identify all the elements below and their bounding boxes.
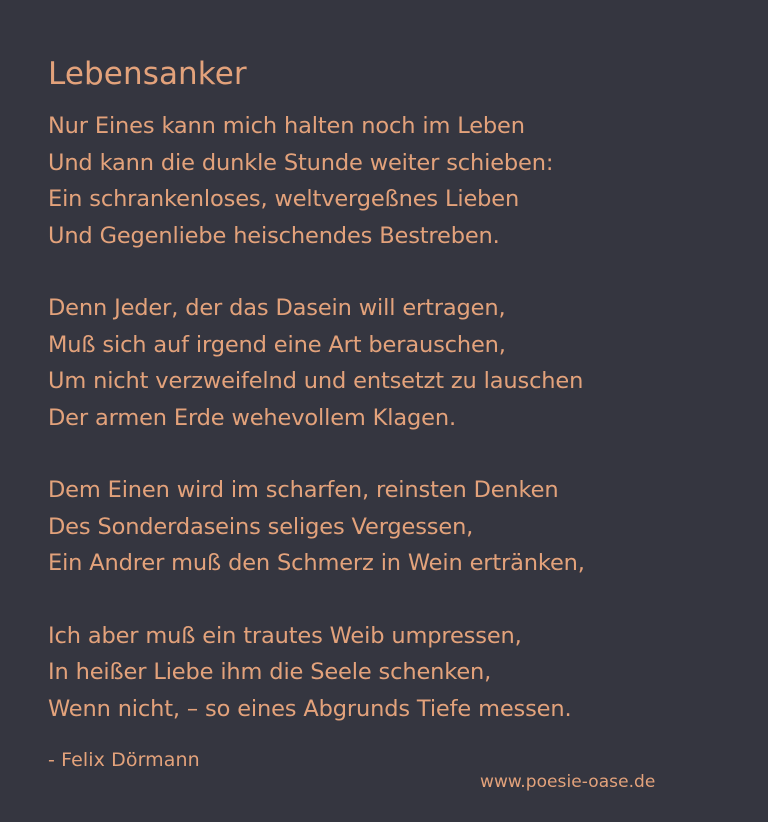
poem-line: Ein Andrer muß den Schmerz in Wein ertränken,	[48, 550, 585, 576]
stanza-3	[48, 472, 728, 582]
poem-line: Ein schrankenloses, weltvergeßnes Lieben	[48, 186, 520, 212]
poem-line: In heißer Liebe ihm die Seele schenken,	[48, 659, 492, 685]
stanza-2	[48, 290, 728, 436]
stanza-4	[48, 618, 728, 728]
poem-line: Und Gegenliebe heischendes Bestreben.	[48, 222, 500, 249]
poem-line: Muß sich auf irgend eine Art berauschen,	[48, 331, 506, 358]
poem-line: Denn Jeder, der das Dasein will ertragen,	[48, 295, 506, 321]
poem-line: Dem Einen wird im scharfen, reinsten Denken	[48, 477, 559, 503]
poem-author: - Felix Dörmann	[48, 749, 200, 771]
poem-stanzas	[48, 108, 728, 727]
poem-line: Ich aber muß ein trautes Weib umpressen,	[48, 622, 522, 649]
poem-line: Nur Eines kann mich halten noch im Leben	[48, 113, 525, 139]
poem-line: Wenn nicht, – so eines Abgrunds Tiefe messen.	[48, 695, 572, 722]
stanza-1	[48, 108, 728, 254]
poem-line: Der armen Erde wehevollem Klagen.	[48, 404, 456, 431]
poem-line: Und kann die dunkle Stunde weiter schieben:	[48, 149, 554, 176]
poem-card	[48, 54, 728, 727]
website-watermark: www.poesie-oase.de	[480, 772, 656, 792]
poem-title: Lebensanker	[48, 56, 247, 92]
poem-line: Um nicht verzweifelnd und entsetzt zu lauschen	[48, 368, 584, 394]
poem-line: Des Sonderdaseins seliges Vergessen,	[48, 513, 474, 540]
